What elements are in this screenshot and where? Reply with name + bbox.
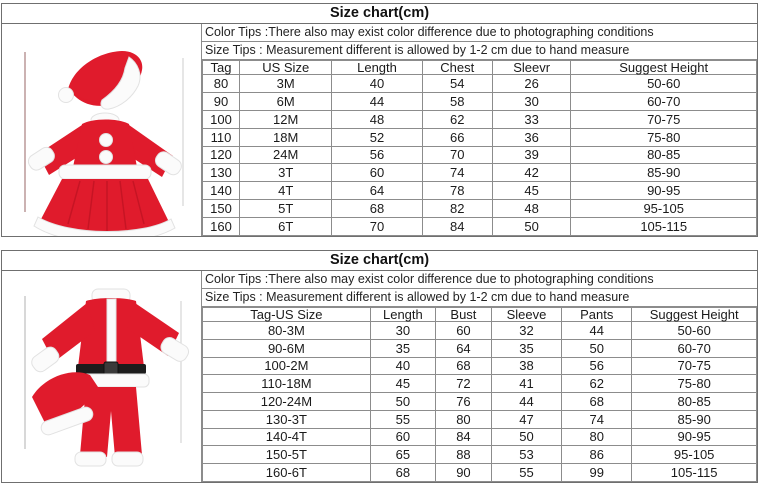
table-cell: 90-95 (632, 428, 757, 446)
panel-body (2, 24, 757, 236)
table-cell: 30 (370, 322, 435, 340)
table-cell: 68 (436, 357, 492, 375)
table-cell: 47 (491, 410, 561, 428)
table-row (203, 410, 757, 428)
table-cell: 24M (240, 146, 332, 164)
table-cell: 120-24M (203, 393, 371, 411)
table-cell: 50 (492, 218, 571, 236)
table-cell: 50-60 (632, 322, 757, 340)
table-cell: 150-5T (203, 446, 371, 464)
column-header: Suggest Height (571, 61, 757, 75)
table-cell: 90 (203, 92, 240, 110)
girl-size-table (202, 60, 757, 236)
panel-title: Size chart(cm) (2, 4, 757, 24)
table-cell: 40 (370, 357, 435, 375)
table-row (203, 339, 757, 357)
santa-jacket (29, 289, 191, 387)
table-row (203, 146, 757, 164)
table-cell: 78 (422, 182, 492, 200)
column-header: Sleevr (492, 61, 571, 75)
table-cell: 68 (332, 200, 422, 218)
table-cell: 86 (562, 446, 632, 464)
table-cell: 62 (562, 375, 632, 393)
table-cell: 105-115 (632, 464, 757, 482)
column-header: Chest (422, 61, 492, 75)
table-row (203, 464, 757, 482)
table-cell: 95-105 (571, 200, 757, 218)
table-cell: 60 (436, 322, 492, 340)
table-cell: 90-6M (203, 339, 371, 357)
table-cell: 68 (562, 393, 632, 411)
table-cell: 44 (562, 322, 632, 340)
size-chart-panel-girl (1, 3, 758, 237)
column-header: Tag (203, 61, 240, 75)
table-header-row (203, 308, 757, 322)
table-cell: 62 (422, 110, 492, 128)
table-cell: 95-105 (632, 446, 757, 464)
size-table-wrap (202, 307, 757, 482)
table-cell: 30 (492, 92, 571, 110)
table-cell: 45 (370, 375, 435, 393)
table-cell: 26 (492, 75, 571, 93)
table-cell: 65 (370, 446, 435, 464)
table-cell: 18M (240, 128, 332, 146)
table-cell: 80-85 (632, 393, 757, 411)
table-cell: 160 (203, 218, 240, 236)
table-cell: 100-2M (203, 357, 371, 375)
table-row (203, 200, 757, 218)
table-cell: 160-6T (203, 464, 371, 482)
table-cell: 50 (370, 393, 435, 411)
table-cell: 39 (492, 146, 571, 164)
table-cell: 70 (422, 146, 492, 164)
table-cell: 99 (562, 464, 632, 482)
column-header: Suggest Height (632, 308, 757, 322)
table-cell: 74 (562, 410, 632, 428)
table-row (203, 128, 757, 146)
table-cell: 36 (492, 128, 571, 146)
table-row (203, 322, 757, 340)
santa-dress (26, 113, 184, 236)
table-cell: 130-3T (203, 410, 371, 428)
table-cell: 56 (562, 357, 632, 375)
table-row (203, 92, 757, 110)
table-cell: 4T (240, 182, 332, 200)
color-tip: Color Tips :There also may exist color difference due to photographing conditions (202, 24, 757, 42)
table-cell: 75-80 (632, 375, 757, 393)
table-cell: 40 (332, 75, 422, 93)
table-cell: 58 (422, 92, 492, 110)
table-cell: 80 (203, 75, 240, 93)
table-cell: 3T (240, 164, 332, 182)
table-cell: 80 (436, 410, 492, 428)
panel-content (202, 24, 757, 236)
table-cell: 55 (491, 464, 561, 482)
table-cell: 50 (562, 339, 632, 357)
table-cell: 80 (562, 428, 632, 446)
column-header: Bust (436, 308, 492, 322)
table-cell: 70-75 (571, 110, 757, 128)
table-cell: 56 (332, 146, 422, 164)
table-cell: 90 (436, 464, 492, 482)
table-row (203, 446, 757, 464)
column-header: US Size (240, 61, 332, 75)
table-cell: 45 (492, 182, 571, 200)
table-cell: 64 (436, 339, 492, 357)
table-cell: 82 (422, 200, 492, 218)
table-cell: 53 (491, 446, 561, 464)
table-cell: 60-70 (571, 92, 757, 110)
table-cell: 110 (203, 128, 240, 146)
table-row (203, 393, 757, 411)
column-header: Tag-US Size (203, 308, 371, 322)
table-cell: 85-90 (632, 410, 757, 428)
table-row (203, 110, 757, 128)
column-header: Length (332, 61, 422, 75)
table-cell: 60 (370, 428, 435, 446)
table-row (203, 182, 757, 200)
table-cell: 50-60 (571, 75, 757, 93)
column-header: Sleeve (491, 308, 561, 322)
table-cell: 150 (203, 200, 240, 218)
panel-body (2, 271, 757, 482)
table-row (203, 357, 757, 375)
table-cell: 48 (332, 110, 422, 128)
table-cell: 35 (370, 339, 435, 357)
table-cell: 84 (422, 218, 492, 236)
table-cell: 44 (332, 92, 422, 110)
table-cell: 48 (492, 200, 571, 218)
table-cell: 85-90 (571, 164, 757, 182)
table-cell: 120 (203, 146, 240, 164)
table-cell: 80-85 (571, 146, 757, 164)
table-cell: 32 (491, 322, 561, 340)
table-cell: 3M (240, 75, 332, 93)
table-cell: 55 (370, 410, 435, 428)
table-cell: 72 (436, 375, 492, 393)
table-cell: 88 (436, 446, 492, 464)
table-row (203, 428, 757, 446)
panel-title: Size chart(cm) (2, 251, 757, 271)
table-cell: 140-4T (203, 428, 371, 446)
table-row (203, 218, 757, 236)
table-cell: 74 (422, 164, 492, 182)
table-cell: 60-70 (632, 339, 757, 357)
size-chart-panel-boy (1, 250, 758, 483)
column-header: Length (370, 308, 435, 322)
table-cell: 5T (240, 200, 332, 218)
table-header-row (203, 61, 757, 75)
panel-content (202, 271, 757, 482)
table-cell: 110-18M (203, 375, 371, 393)
table-cell: 50 (491, 428, 561, 446)
table-cell: 41 (491, 375, 561, 393)
table-cell: 84 (436, 428, 492, 446)
table-cell: 44 (491, 393, 561, 411)
table-cell: 140 (203, 182, 240, 200)
table-cell: 35 (491, 339, 561, 357)
table-cell: 76 (436, 393, 492, 411)
table-cell: 130 (203, 164, 240, 182)
table-cell: 52 (332, 128, 422, 146)
table-cell: 105-115 (571, 218, 757, 236)
table-cell: 60 (332, 164, 422, 182)
product-photo-cell (2, 24, 202, 236)
table-row (203, 164, 757, 182)
boy-santa-suit-set-photo (2, 271, 201, 482)
boy-size-table (202, 307, 757, 482)
table-cell: 90-95 (571, 182, 757, 200)
table-cell: 80-3M (203, 322, 371, 340)
table-cell: 64 (332, 182, 422, 200)
table-cell: 33 (492, 110, 571, 128)
girl-santa-dress-set-photo (2, 24, 201, 236)
table-cell: 66 (422, 128, 492, 146)
table-cell: 38 (491, 357, 561, 375)
size-tip: Size Tips : Measurement different is allowed by 1-2 cm due to hand measure (202, 289, 757, 307)
table-cell: 70-75 (632, 357, 757, 375)
table-cell: 42 (492, 164, 571, 182)
table-cell: 12M (240, 110, 332, 128)
table-row (203, 75, 757, 93)
table-cell: 6T (240, 218, 332, 236)
size-table-wrap (202, 60, 757, 236)
color-tip: Color Tips :There also may exist color difference due to photographing conditions (202, 271, 757, 289)
column-header: Pants (562, 308, 632, 322)
table-cell: 68 (370, 464, 435, 482)
table-row (203, 375, 757, 393)
table-cell: 6M (240, 92, 332, 110)
santa-hat-icon (59, 51, 143, 109)
table-cell: 54 (422, 75, 492, 93)
table-cell: 100 (203, 110, 240, 128)
size-tip: Size Tips : Measurement different is allowed by 1-2 cm due to hand measure (202, 42, 757, 60)
table-cell: 70 (332, 218, 422, 236)
table-cell: 75-80 (571, 128, 757, 146)
product-photo-cell (2, 271, 202, 482)
